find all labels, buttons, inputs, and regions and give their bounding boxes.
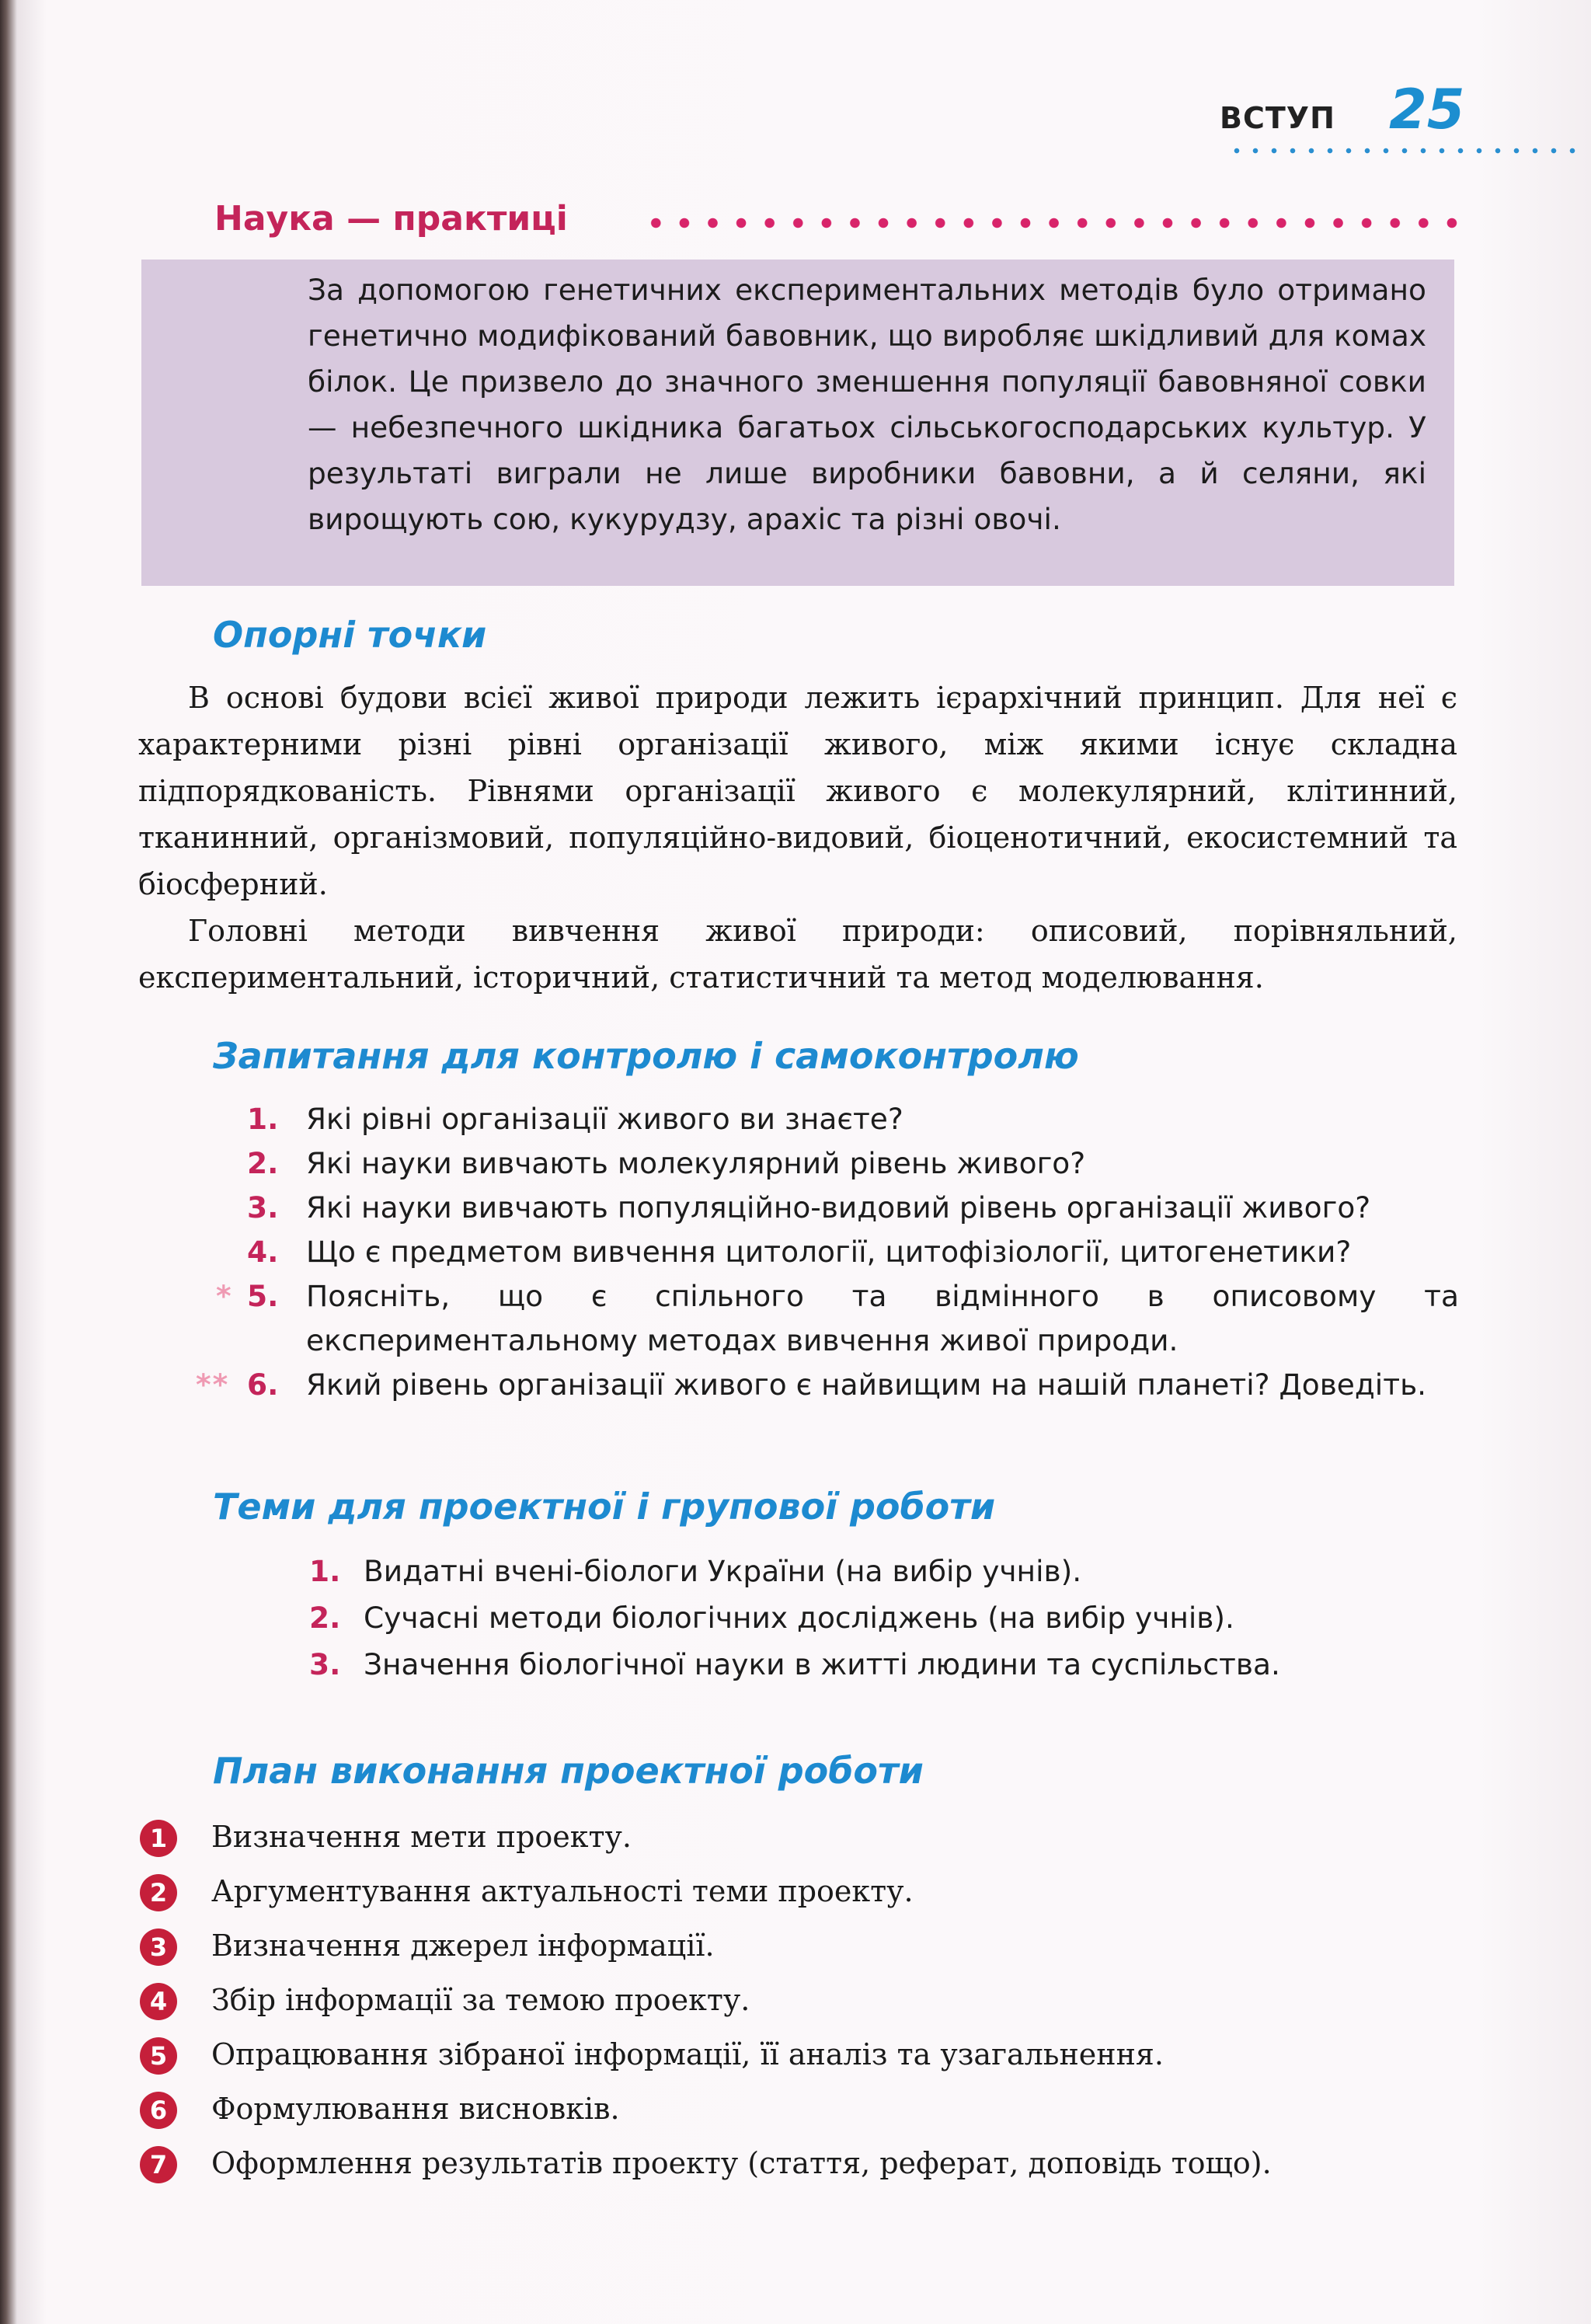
plan-title: План виконання проектної роботи <box>213 1750 924 1792</box>
section-name: ВСТУП <box>1220 101 1335 135</box>
question-text: Поясніть, що є спільного та відмінного в описовому та експериментальному методах вивчення живої природи. <box>306 1279 1459 1357</box>
key-points-title: Опорні точки <box>213 614 487 656</box>
plan-step <box>140 1868 1457 1915</box>
plan-step-text: Визначення джерел інформації. <box>211 1929 715 1963</box>
questions-title: Запитання для контролю і самоконтролю <box>213 1035 1079 1077</box>
plan-step-text: Збір інформації за темою проекту. <box>211 1983 750 2017</box>
project-item <box>309 1594 1459 1641</box>
question-number: 2. <box>247 1146 279 1180</box>
project-item <box>309 1641 1459 1688</box>
step-number-badge: 3 <box>140 1929 177 1966</box>
step-number-badge: 4 <box>140 1983 177 2020</box>
question-item <box>247 1186 1459 1230</box>
header-dotted-rule <box>1227 148 1577 154</box>
plan-step <box>140 2140 1457 2186</box>
plan-step-text: Аргументування актуальності теми проекту. <box>211 1874 914 1908</box>
difficulty-mark: ** <box>196 1368 230 1402</box>
question-item <box>247 1141 1459 1186</box>
plan-step-text: Опрацювання зібраної інформації, її аналіз та узагальнення. <box>211 2037 1164 2071</box>
project-text: Сучасні методи біологічних досліджень (на вибір учнів). <box>364 1601 1234 1635</box>
plan-step-text: Оформлення результатів проекту (стаття, реферат, доповідь тощо). <box>211 2146 1272 2180</box>
question-item <box>247 1097 1459 1141</box>
step-number-badge: 5 <box>140 2037 177 2075</box>
projects-list <box>309 1548 1459 1688</box>
question-item <box>247 1230 1459 1274</box>
project-number: 3. <box>309 1647 341 1681</box>
question-text: Які науки вивчають популяційно-видовий рівень організації живого? <box>306 1190 1371 1225</box>
plan-step <box>140 1922 1457 1969</box>
question-number: 5. <box>247 1279 279 1313</box>
step-number-badge: 1 <box>140 1820 177 1857</box>
project-text: Значення біологічної науки в житті людини та суспільства. <box>364 1647 1280 1681</box>
project-item <box>309 1548 1459 1594</box>
question-number: 6. <box>247 1368 279 1402</box>
plan-step <box>140 2031 1457 2078</box>
question-text: Які науки вивчають молекулярний рівень живого? <box>306 1146 1086 1180</box>
project-number: 2. <box>309 1601 341 1635</box>
question-number: 3. <box>247 1190 279 1225</box>
practice-dotted-rule <box>642 218 1467 228</box>
step-number-badge: 2 <box>140 1874 177 1911</box>
difficulty-mark: * <box>216 1279 233 1313</box>
plan-step <box>140 1977 1457 2023</box>
question-text: Які рівні організації живого ви знаєте? <box>306 1102 903 1136</box>
question-item <box>196 1363 1459 1407</box>
key-points-paragraph: Головні методи вивчення живої природи: описовий, порівняльний, експериментальний, історичний, статистичний та метод моделювання. <box>138 914 1457 995</box>
practice-section-title: Наука — практиці <box>214 199 568 239</box>
projects-title: Теми для проектної і групової роботи <box>213 1486 996 1528</box>
plan-step-text: Визначення мети проекту. <box>211 1820 632 1854</box>
step-number-badge: 7 <box>140 2146 177 2183</box>
page-header <box>1220 78 1577 148</box>
practice-text: За допомогою генетичних експериментальних методів було отримано генетично модифікований бавовник, що виробляє шкідливий для комах білок. Це призвело до значного зменшення популяції бавовняної совки — небезпечного шкідника багатьох сільськогосподарських культур. У результаті виграли не лише виробники бавовни, а й селяни, які вирощують сою, кукурудзу, арахіс та різні овочі. <box>308 273 1427 536</box>
key-points-paragraph: В основі будови всієї живої природи лежить ієрархічний принцип. Для неї є характерними різні рівні організації живого, між якими існує складна підпорядкованість. Рівнями організації живого є молекулярний, клітинний, тканинний, організмовий, популяційно-видовий, біоценотичний, екосистемний та біосферний. <box>138 681 1457 901</box>
question-number: 1. <box>247 1102 279 1136</box>
question-item <box>216 1274 1459 1363</box>
plan-list <box>140 1814 1457 2194</box>
question-number: 4. <box>247 1235 279 1269</box>
project-text: Видатні вчені-біологи України (на вибір учнів). <box>364 1554 1082 1588</box>
step-number-badge: 6 <box>140 2092 177 2129</box>
question-text: Який рівень організації живого є найвищим на нашій планеті? Доведіть. <box>306 1368 1427 1402</box>
question-text: Що є предметом вивчення цитології, цитофізіології, цитогенетики? <box>306 1235 1352 1269</box>
project-number: 1. <box>309 1554 341 1588</box>
questions-list <box>196 1097 1459 1407</box>
page-number: 25 <box>1389 78 1465 141</box>
key-points-text <box>138 674 1457 1001</box>
plan-step-text: Формулювання висновків. <box>211 2092 620 2126</box>
plan-step <box>140 2085 1457 2132</box>
plan-step <box>140 1814 1457 1860</box>
